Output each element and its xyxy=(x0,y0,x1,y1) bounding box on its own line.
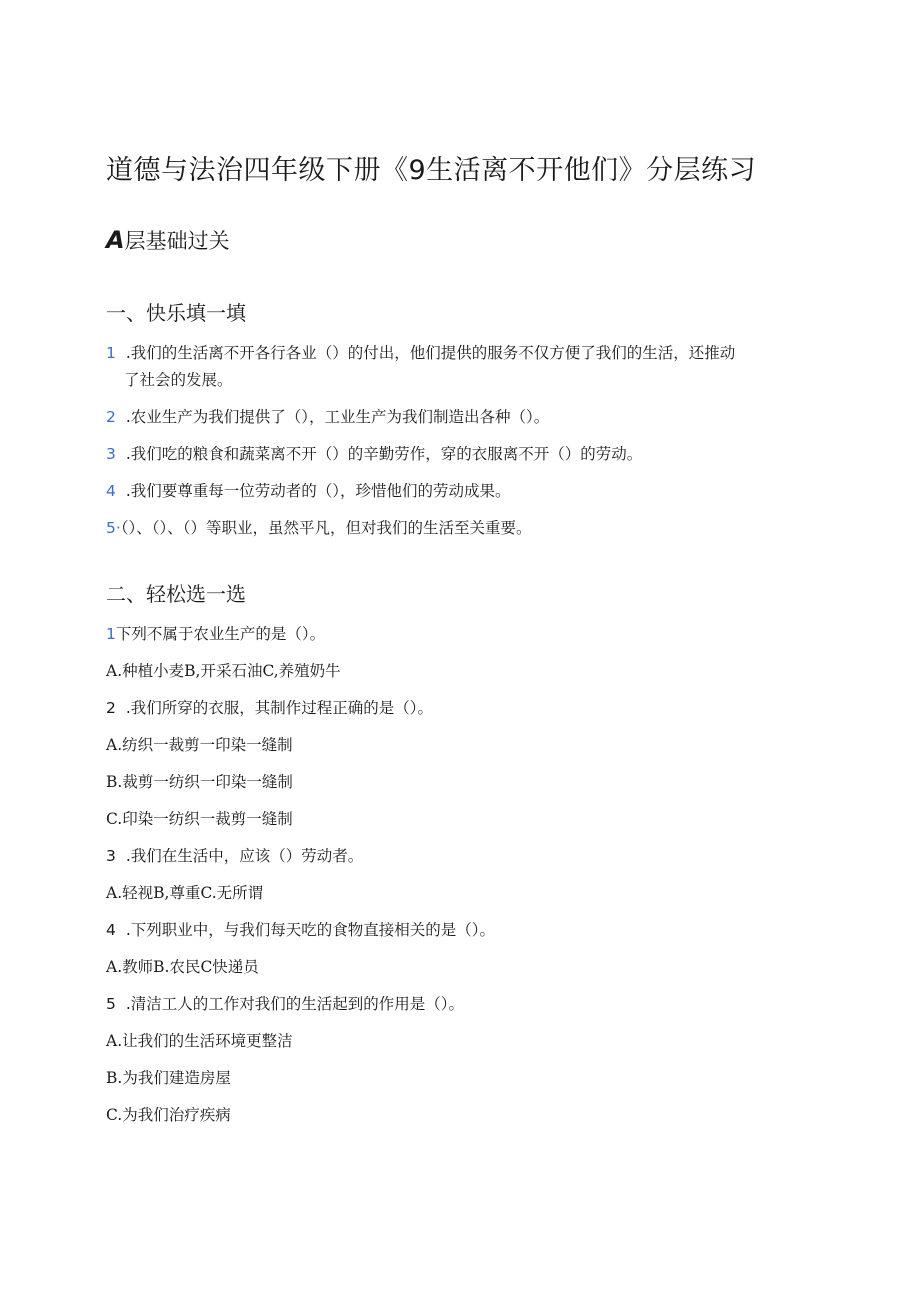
question-text: .我们的生活离不开各行各业（）的付出，他们提供的服务不仅方便了我们的生活，还推动 xyxy=(125,344,736,362)
question-number: 4 xyxy=(106,482,116,500)
level-letter: A xyxy=(106,226,125,254)
fill-question-1 xyxy=(106,341,735,365)
question-text: .下列职业中，与我们每天吃的食物直接相关的是（）。 xyxy=(125,921,496,939)
choice-question-2 xyxy=(106,696,433,720)
choice-question-4 xyxy=(106,918,495,942)
question-text: .清洁工人的工作对我们的生活起到的作用是（）。 xyxy=(125,995,465,1013)
choice-question-2-option-a: A.纺织一裁剪一印染一缝制 xyxy=(106,736,293,754)
choice-question-4-options: A.教师B.农民C快递员 xyxy=(106,958,259,976)
choice-question-3 xyxy=(106,844,363,868)
choice-question-2-option-c: C.印染一纺织一裁剪一缝制 xyxy=(106,810,293,828)
section-fill-title: 一、快乐填一填 xyxy=(106,301,246,325)
section-choice-title: 二、轻松选一选 xyxy=(106,582,246,606)
fill-question-3 xyxy=(106,442,642,466)
question-number: 2 xyxy=(106,408,116,426)
question-number: 1 xyxy=(106,625,116,643)
page-title: 道德与法治四年级下册《9生活离不开他们》分层练习 xyxy=(106,155,757,186)
question-text: .农业生产为我们提供了（），工业生产为我们制造出各种（）。 xyxy=(125,408,550,426)
choice-question-5-option-b: B.为我们建造房屋 xyxy=(106,1069,231,1087)
question-number: 5 xyxy=(106,995,116,1013)
choice-question-5-option-c: C.为我们治疗疾病 xyxy=(106,1106,231,1124)
question-text: .我们要尊重每一位劳动者的（），珍惜他们的劳动成果。 xyxy=(125,482,511,500)
choice-question-2-option-b: B.裁剪一纺织一印染一缝制 xyxy=(106,773,293,791)
choice-question-3-options: A.轻视B,尊重C.无所谓 xyxy=(106,884,264,902)
question-text: .我们吃的粮食和蔬菜离不开（）的辛勤劳作，穿的衣服离不开（）的劳动。 xyxy=(125,445,643,463)
question-number: 3 xyxy=(106,847,116,865)
question-text: .我们所穿的衣服，其制作过程正确的是（）。 xyxy=(125,699,434,717)
choice-question-5-option-a: A.让我们的生活环境更整洁 xyxy=(106,1032,293,1050)
fill-question-2 xyxy=(106,405,549,429)
choice-question-1 xyxy=(106,622,325,646)
question-number: 3 xyxy=(106,445,116,463)
question-text: 下列不属于农业生产的是（）。 xyxy=(115,625,326,643)
fill-question-5 xyxy=(106,516,532,540)
question-number: 2 xyxy=(106,699,116,717)
fill-question-1-continuation: 了社会的发展。 xyxy=(124,371,233,389)
choice-question-5 xyxy=(106,992,464,1016)
question-number: 1 xyxy=(106,344,116,362)
choice-question-1-options: A.种植小麦B,开采石油C,养殖奶牛 xyxy=(106,662,341,680)
question-text: .我们在生活中，应该（）劳动者。 xyxy=(125,847,364,865)
question-text: （）、（）、（）等职业，虽然平凡，但对我们的生活至关重要。 xyxy=(120,519,532,537)
level-title xyxy=(106,225,230,255)
question-number: 5· xyxy=(106,519,121,537)
level-name: 层基础过关 xyxy=(124,229,230,253)
question-number: 4 xyxy=(106,921,116,939)
fill-question-4 xyxy=(106,479,511,503)
